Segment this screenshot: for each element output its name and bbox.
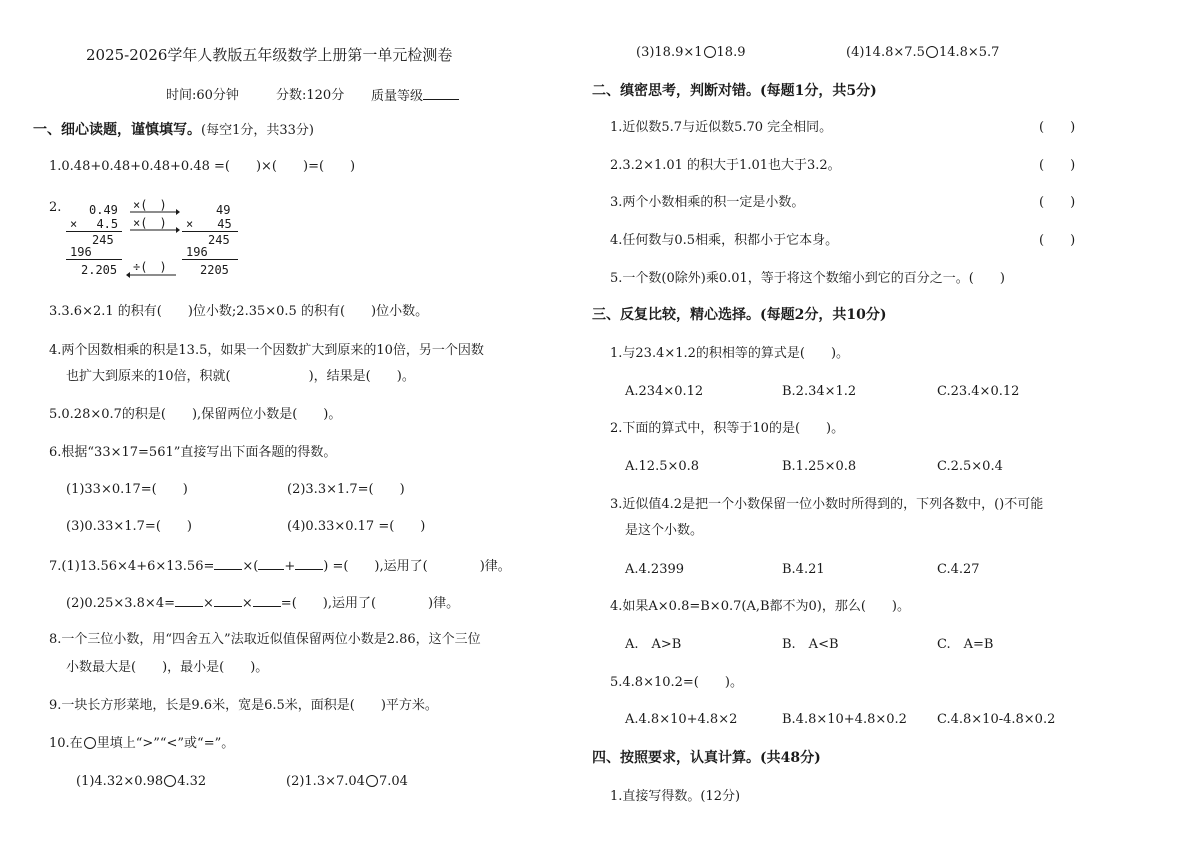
q7-1-rest: ) =( ),运用了( )律。 <box>323 559 511 574</box>
blank[interactable] <box>214 557 242 570</box>
exam-time: 时间:60分钟 <box>166 88 239 103</box>
s1-q10-2 <box>286 773 408 791</box>
s3-q5-opt-c[interactable]: C.4.8×10-4.8×0.2 <box>937 712 1056 727</box>
compare-circle[interactable] <box>704 46 716 58</box>
calc-right-row1: 49 <box>216 203 231 217</box>
calc-right-row5: 2205 <box>200 263 229 277</box>
s1-q9: 9.一块长方形菜地，长是9.6米，宽是6.5米，面积是( )平方米。 <box>49 698 438 713</box>
section1-title: 一、细心读题，谨慎填写。 <box>33 122 201 138</box>
s3-q4-opt-b[interactable]: B. A<B <box>782 637 839 652</box>
calc-right-row4: 196 <box>186 245 208 259</box>
s2-item-5: 5.一个数(0除外)乘0.01，等于将这个数缩小到它的百分之一。( ) <box>610 271 1005 286</box>
s4-q1: 1.直接写得数。(12分) <box>610 789 741 804</box>
s1-q8-line2: 小数最大是( )，最小是( )。 <box>66 660 269 675</box>
s1-q10 <box>49 735 234 753</box>
s3-q3-opt-c[interactable]: C.4.27 <box>937 562 980 577</box>
s3-q1-opt-b[interactable]: B.2.34×1.2 <box>782 384 857 399</box>
q10-4-right: 14.8×5.7 <box>938 45 1000 60</box>
calc-right-line1 <box>182 231 238 232</box>
q7-2-times: × <box>241 596 253 611</box>
s1-q1: 1.0.48+0.48+0.48+0.48 =( )×( )=( ) <box>49 159 356 174</box>
q10-post: 里填上“>”“<”或“=”。 <box>96 736 235 751</box>
s2-item-1: 1.近似数5.7与近似数5.70 完全相同。 <box>610 120 833 135</box>
section4-heading: 四、按照要求，认真计算。(共48分) <box>592 750 821 766</box>
compare-circle[interactable] <box>164 775 176 787</box>
calc-right-line2 <box>182 259 238 260</box>
s3-q5-opt-b[interactable]: B.4.8×10+4.8×0.2 <box>782 712 907 727</box>
s3-q1-opt-a[interactable]: A.234×0.12 <box>625 384 704 399</box>
blank[interactable] <box>175 594 203 607</box>
section2-heading: 二、缜密思考，判断对错。(每题1分，共5分) <box>592 83 877 99</box>
s1-q4-line1: 4.两个因数相乘的积是13.5，如果一个因数扩大到原来的10倍，另一个因数 <box>49 343 484 358</box>
page-title: 2025-2026学年人教版五年级数学上册第一单元检测卷 <box>86 46 453 64</box>
s3-q1: 1.与23.4×1.2的积相等的算式是( )。 <box>610 346 850 361</box>
s3-q3-opt-b[interactable]: B.4.21 <box>782 562 825 577</box>
section1-heading <box>33 121 314 140</box>
calc-left-row5: 2.205 <box>81 263 118 277</box>
q10-3-left: (3)18.9×1 <box>636 45 703 60</box>
calc-left-row1: 0.49 <box>89 203 118 217</box>
s1-q8-line1: 8.一个三位小数，用“四舍五入”法取近似值保留两位小数是2.86，这个三位 <box>49 632 481 647</box>
s3-q1-opt-c[interactable]: C.23.4×0.12 <box>937 384 1020 399</box>
arrow2-label: ×( ) <box>133 216 167 230</box>
compare-circle[interactable] <box>926 46 938 58</box>
calc-left-line1 <box>66 231 122 232</box>
blank[interactable] <box>258 557 284 570</box>
compare-circle[interactable] <box>366 775 378 787</box>
q10-2-right: 7.04 <box>378 774 408 789</box>
arrow-right-icon <box>128 208 180 216</box>
s3-q3-opt-a[interactable]: A.4.2399 <box>625 562 685 577</box>
s3-q2: 2.下面的算式中，积等于10的是( )。 <box>610 421 845 436</box>
calc-left-line2 <box>66 259 122 260</box>
s3-q2-opt-c[interactable]: C.2.5×0.4 <box>937 459 1003 474</box>
s2-item-3: 3.两个小数相乘的积一定是小数。 <box>610 195 805 210</box>
s1-q3: 3.3.6×2.1 的积有( )位小数;2.35×0.5 的积有( )位小数。 <box>49 304 429 319</box>
section1-note: (每空1分，共33分) <box>201 123 314 138</box>
q7-1-times: ×( <box>242 559 259 574</box>
arrow3-label: ÷( ) <box>133 260 167 274</box>
s1-q10-3 <box>636 44 745 62</box>
q10-4-left: (4)14.8×7.5 <box>846 45 925 60</box>
s3-q4: 4.如果A×0.8=B×0.7(A,B都不为0)，那么( )。 <box>610 599 911 614</box>
q10-2-left: (2)1.3×7.04 <box>286 774 365 789</box>
s2-item-4: 4.任何数与0.5相乘，积都小于它本身。 <box>610 233 839 248</box>
arrow-right-icon <box>128 226 180 234</box>
s3-q3-line2: 是这个小数。 <box>625 523 704 538</box>
q7-1-plus: + <box>284 559 296 574</box>
calc-left-row4: 196 <box>70 245 92 259</box>
q7-2-times: × <box>202 596 214 611</box>
s2-item-2: 2.3.2×1.01 的积大于1.01也大于3.2。 <box>610 158 841 173</box>
q10-1-right: 4.32 <box>177 774 207 789</box>
s3-q4-opt-c[interactable]: C. A=B <box>937 637 994 652</box>
quality-grade-label: 质量等级 <box>371 89 424 104</box>
s2-answer-2[interactable]: ( ) <box>1039 158 1076 173</box>
s1-q10-4 <box>846 44 999 62</box>
s1-q6-2: (2)3.3×1.7=( ) <box>287 482 405 497</box>
calc-left-row3: 245 <box>92 233 114 247</box>
arrow1-label: ×( ) <box>133 198 167 212</box>
s2-answer-3[interactable]: ( ) <box>1039 195 1076 210</box>
section3-heading: 三、反复比较，精心选择。(每题2分，共10分) <box>592 307 887 323</box>
q7-2-expr: (2)0.25×3.8×4= <box>66 596 175 611</box>
calc-right-row3: 245 <box>208 233 230 247</box>
s1-q6-3: (3)0.33×1.7=( ) <box>66 519 192 534</box>
calc-right-row2: × 45 <box>186 217 232 231</box>
s1-q6-1: (1)33×0.17=( ) <box>66 482 188 497</box>
arrow-left-icon <box>126 271 178 279</box>
exam-score: 分数:120分 <box>276 88 345 103</box>
q7-2-rest: =( ),运用了( )律。 <box>280 596 460 611</box>
s1-q6-4: (4)0.33×0.17 =( ) <box>287 519 426 534</box>
s1-q10-1 <box>76 773 206 791</box>
blank[interactable] <box>214 594 242 607</box>
circle-icon <box>84 737 96 749</box>
s1-q5: 5.0.28×0.7的积是( ),保留两位小数是( )。 <box>49 407 342 422</box>
s2-answer-4[interactable]: ( ) <box>1039 233 1076 248</box>
s3-q5-opt-a[interactable]: A.4.8×10+4.8×2 <box>625 712 738 727</box>
s1-q6: 6.根据“33×17=561”直接写出下面各题的得数。 <box>49 445 337 460</box>
s3-q3-line1: 3.近似值4.2是把一个小数保留一位小数时所得到的，下列各数中，()不可能 <box>610 497 1044 512</box>
s1-q7-2 <box>66 594 459 613</box>
s1-q7-1 <box>49 557 511 576</box>
s3-q2-opt-b[interactable]: B.1.25×0.8 <box>782 459 857 474</box>
s3-q4-opt-a[interactable]: A. A>B <box>625 637 682 652</box>
s3-q2-opt-a[interactable]: A.12.5×0.8 <box>625 459 700 474</box>
s1-q4-line2: 也扩大到原来的10倍，积就( )，结果是( )。 <box>66 369 415 384</box>
grade-blank[interactable] <box>423 87 459 100</box>
s3-q5: 5.4.8×10.2=( )。 <box>610 675 743 690</box>
s1-q2-number: 2. <box>49 200 62 215</box>
q7-1-expr: 7.(1)13.56×4+6×13.56= <box>49 559 215 574</box>
calc-left-row2: × 4.5 <box>70 217 119 231</box>
q10-1-left: (1)4.32×0.98 <box>76 774 164 789</box>
s2-answer-1[interactable]: ( ) <box>1039 120 1076 135</box>
blank[interactable] <box>253 594 281 607</box>
q10-pre: 10.在 <box>49 736 83 751</box>
quality-grade <box>371 87 459 106</box>
q10-3-right: 18.9 <box>716 45 746 60</box>
blank[interactable] <box>295 557 323 570</box>
